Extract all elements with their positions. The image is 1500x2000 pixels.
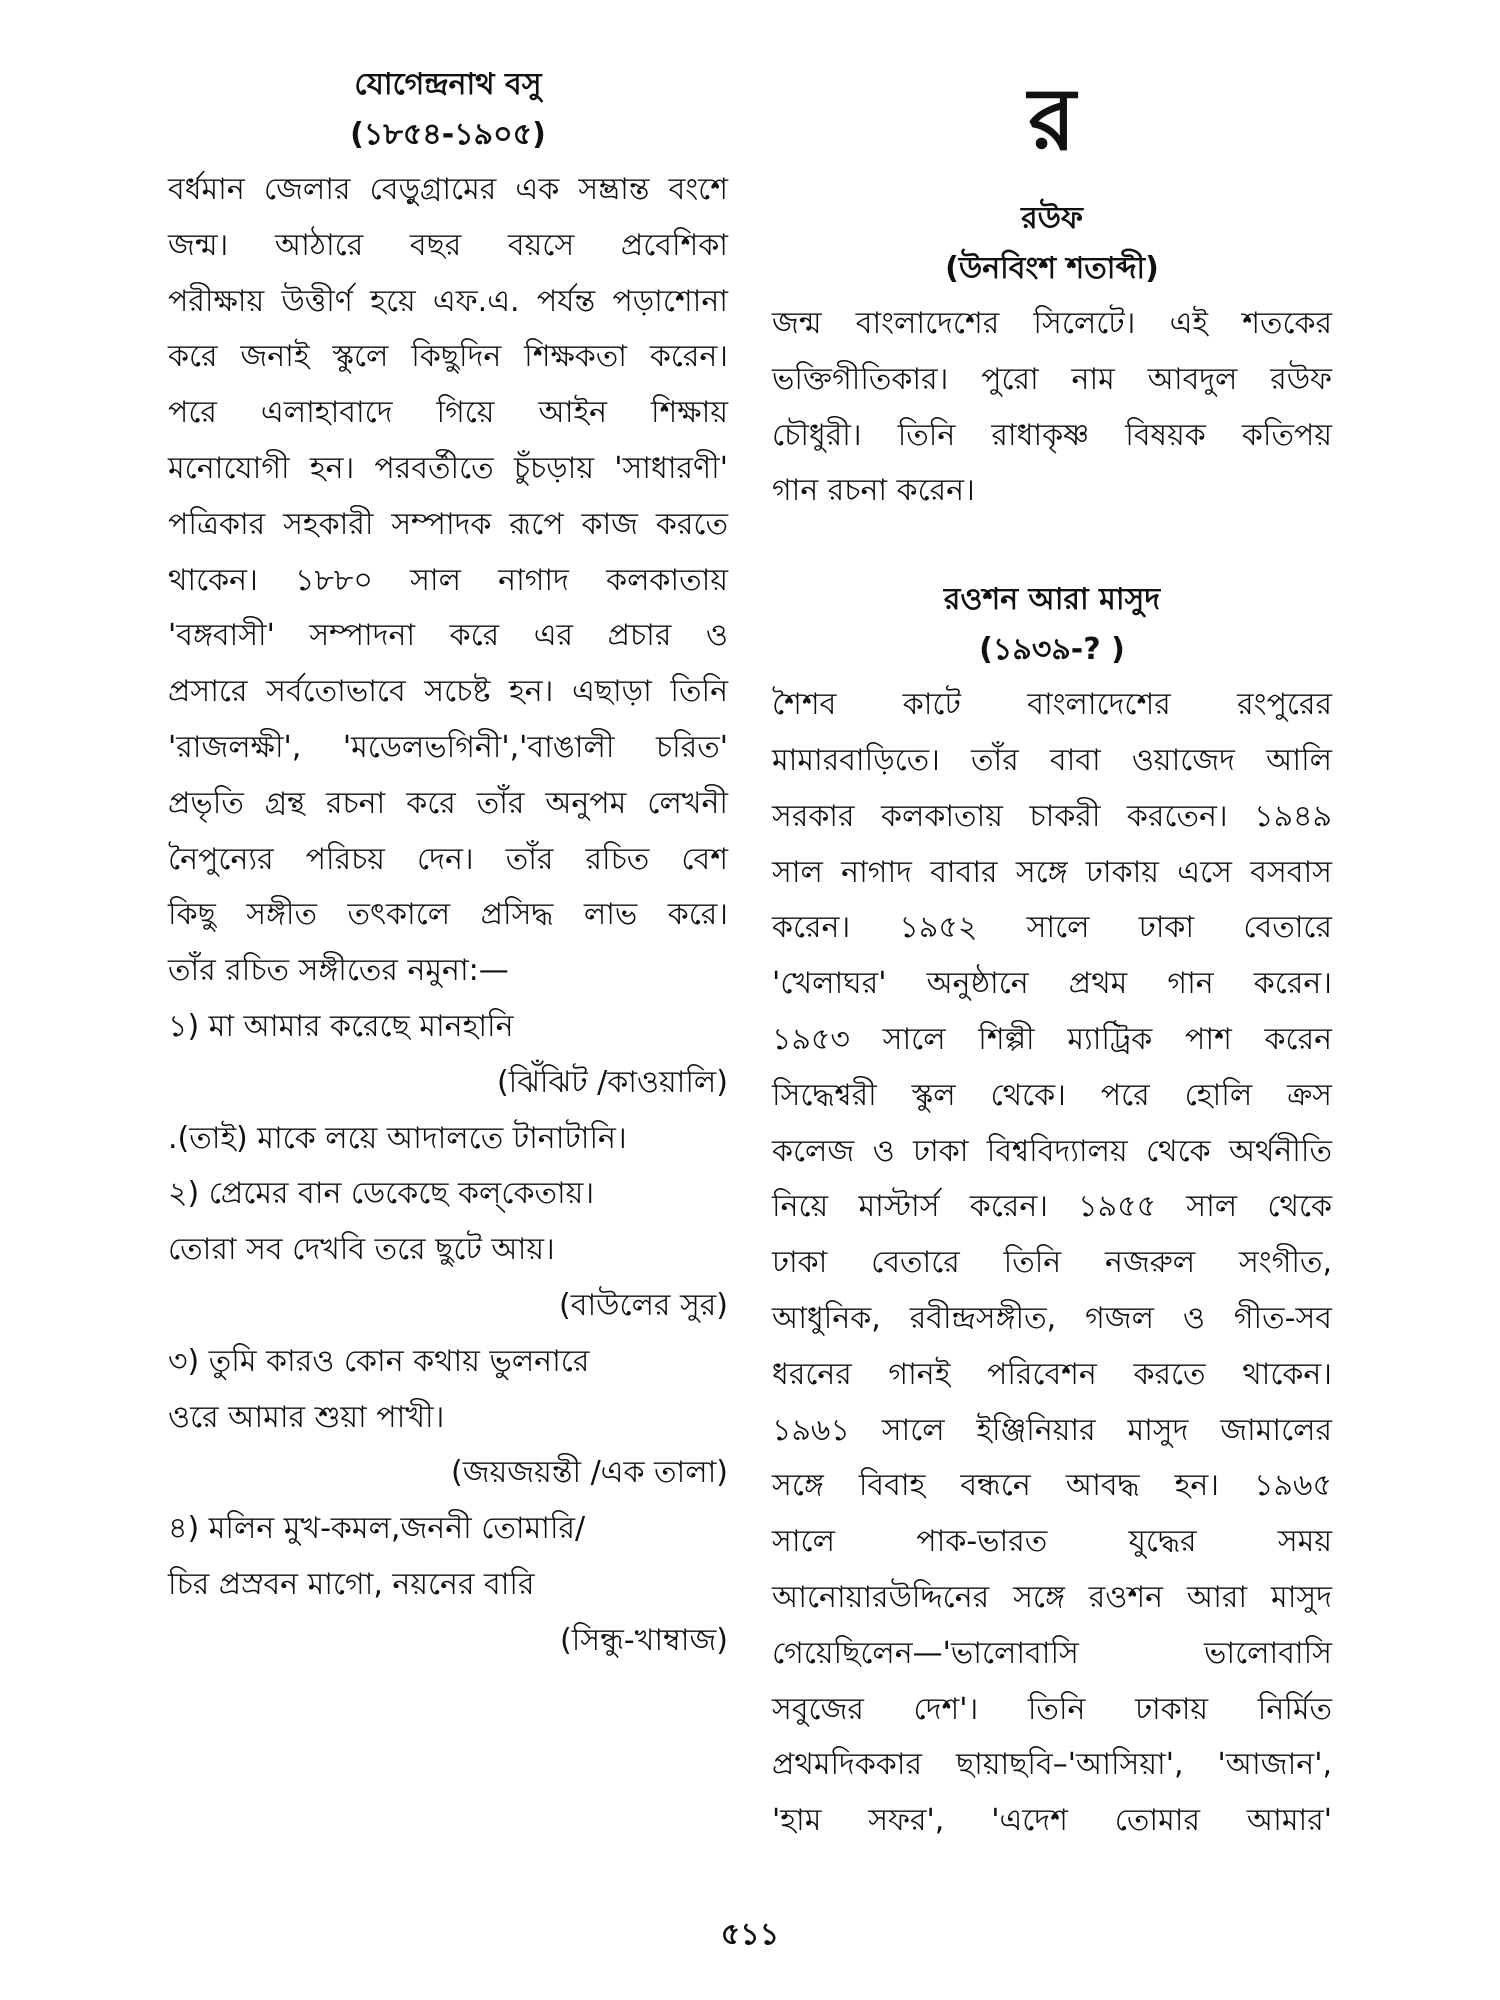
bio-line: প্রসারে সর্বতোভাবে সচেষ্ট হন। এছাড়া তিনি (168, 674, 728, 710)
bio-line: বর্ধমান জেলার বেড়ুগ্রামের এক সম্ভ্রান্ত বংশে (168, 172, 728, 207)
bio-line: পত্রিকার সহকারী সম্পাদক রূপে কাজ করতে (168, 506, 728, 542)
bio-line: ভক্তিগীতিকার। পুরো নাম আবদুল রউফ (772, 361, 1332, 397)
bio-line: চৌধুরী। তিনি রাধাকৃষ্ণ বিষয়ক কতিপয় (772, 417, 1332, 453)
bio-line: ১৯৬১ সালে ইঞ্জিনিয়ার মাসুদ জামালের (772, 1412, 1332, 1448)
entry-bio-jogendranath (168, 162, 728, 1669)
bio-line: পরে এলাহাবাদে গিয়ে আইন শিক্ষায় (168, 395, 728, 431)
bio-line: প্রথমদিককার ছায়াছবি–'আসিয়া', 'আজান', (772, 1747, 1332, 1783)
bio-line: তাঁর রচিত সঙ্গীতের নমুনা:— (168, 953, 509, 989)
song-raga: (ঝিঁঝিট /কাওয়ালি) (496, 1064, 728, 1100)
bio-line: কলেজ ও ঢাকা বিশ্ববিদ্যালয় থেকে অর্থনীতি (772, 1133, 1332, 1169)
bio-line: 'বঙ্গবাসী' সম্পাদনা করে এর প্রচার ও (168, 618, 728, 654)
bio-line: শৈশব কাটে বাংলাদেশের রংপুরের (772, 687, 1332, 723)
bio-line: মনোযোগী হন। পরবর্তীতে চুঁচড়ায় 'সাধারণী' (168, 450, 728, 486)
entry-years-jogendranath: (১৮৫৪-১৯০৫) (350, 117, 546, 152)
bio-line: কিছু সঙ্গীত তৎকালে প্রসিদ্ধ লাভ করে। (168, 897, 728, 933)
bio-line: সবুজের দেশ'। তিনি ঢাকায় নির্মিত (772, 1691, 1332, 1727)
bio-line: থাকেন। ১৮৮০ সাল নাগাদ কলকাতায় (168, 562, 728, 598)
song-line: ওরে আমার শুয়া পাখী। (168, 1399, 445, 1435)
bio-line: ঢাকা বেতারে তিনি নজরুল সংগীত, (772, 1245, 1332, 1281)
song-raga: (বাউলের সুর) (559, 1287, 728, 1323)
entry-spacer (772, 519, 1332, 575)
bio-line: ১৯৫৩ সালে শিল্পী ম্যাট্রিক পাশ করেন (772, 1021, 1332, 1057)
bio-line: নৈপুন্যের পরিচয় দেন। তাঁর রচিত বেশ (168, 841, 728, 877)
bio-line: সরকার কলকাতায় চাকরী করতেন। ১৯৪৯ (772, 798, 1332, 834)
entry-name-jogendranath: যোগেন্দ্রনাথ বসু (354, 67, 542, 102)
song-line: ৪) মলিন মুখ-কমল,জননী তোমারি/ (168, 1511, 586, 1547)
bio-line: আধুনিক, রবীন্দ্রসঙ্গীত, গজল ও গীত-সব (772, 1300, 1332, 1336)
bio-line: ধরনের গানই পরিবেশন করতে থাকেন। (772, 1356, 1332, 1392)
entry-years-rouf: (উনবিংশ শতাব্দী) (945, 251, 1159, 286)
left-column (168, 60, 728, 1669)
bio-line: সালে পাক-ভারত যুদ্ধের সময় (772, 1524, 1332, 1560)
song-line: .(তাই) মাকে লয়ে আদালতে টানাটানি। (168, 1120, 627, 1156)
bio-line: 'রাজলক্ষী', 'মডেলভগিনী','বাঙালী চরিত' (168, 729, 728, 765)
bio-line: 'হাম সফর', 'এদেশ তোমার আমার' (772, 1803, 1332, 1839)
entry-name-roushan: রওশন আরা মাসুদ (943, 582, 1161, 618)
song-line: তোরা সব দেখবি তরে ছুটে আয়। (168, 1232, 555, 1268)
entry-years-roushan: (১৯৩৯-? ) (979, 632, 1125, 668)
entry-bio-roushan (772, 677, 1332, 1849)
bio-line: সাল নাগাদ বাবার সঙ্গে ঢাকায় এসে বসবাস (772, 854, 1332, 890)
bio-line: নিয়ে মাস্টার্স করেন। ১৯৫৫ সাল থেকে (772, 1189, 1332, 1225)
entry-bio-rouf (772, 296, 1332, 519)
song-raga: (জয়জয়ন্তী /এক তালা) (451, 1455, 728, 1491)
bio-line: গেয়েছিলেন—'ভালোবাসি ভালোবাসি (772, 1635, 1332, 1671)
bio-line: পরীক্ষায় উত্তীর্ণ হয়ে এফ.এ. পর্যন্ত পড়াশোনা (168, 283, 728, 319)
bio-line: আনোয়ারউদ্দিনের সঙ্গে রওশন আরা মাসুদ (772, 1579, 1332, 1615)
song-line: ৩) তুমি কারও কোন কথায় ভুলনারে (168, 1343, 590, 1379)
bio-line: প্রভৃতি গ্রন্থ রচনা করে তাঁর অনুপম লেখনী (168, 785, 728, 821)
song-raga: (সিন্ধু-খাম্বাজ) (559, 1622, 728, 1658)
right-column (772, 60, 1332, 1849)
song-line: চির প্রস্রবন মাগো, নয়নের বারি (168, 1566, 535, 1602)
song-line: ২) প্রেমের বান ডেকেছে কল্‌কেতায়। (168, 1176, 595, 1212)
section-letter: র (1028, 70, 1076, 170)
page-number: ৫১১ (720, 1917, 780, 1952)
bio-line: জন্ম বাংলাদেশের সিলেটে। এই শতকের (772, 306, 1332, 341)
entry-name-rouf: রউফ (1021, 201, 1083, 236)
bio-line: করেন। ১৯৫২ সালে ঢাকা বেতারে (772, 910, 1332, 946)
bio-line: সিদ্ধেশ্বরী স্কুল থেকে। পরে হোলি ক্রস (772, 1077, 1332, 1113)
bio-line: 'খেলাঘর' অনুষ্ঠানে প্রথম গান করেন। (772, 966, 1332, 1002)
bio-line: সঙ্গে বিবাহ বন্ধনে আবদ্ধ হন। ১৯৬৫ (772, 1468, 1332, 1504)
bio-line: জন্ম। আঠারে বছর বয়সে প্রবেশিকা (168, 227, 728, 263)
bio-line: মামারবাড়িতে। তাঁর বাবা ওয়াজেদ আলি (772, 742, 1332, 778)
bio-line: করে জনাই স্কুলে কিছুদিন শিক্ষকতা করেন। (168, 339, 728, 375)
song-line: ১) মা আমার করেছে মানহানি (168, 1008, 514, 1044)
bio-line: গান রচনা করেন। (772, 473, 975, 509)
